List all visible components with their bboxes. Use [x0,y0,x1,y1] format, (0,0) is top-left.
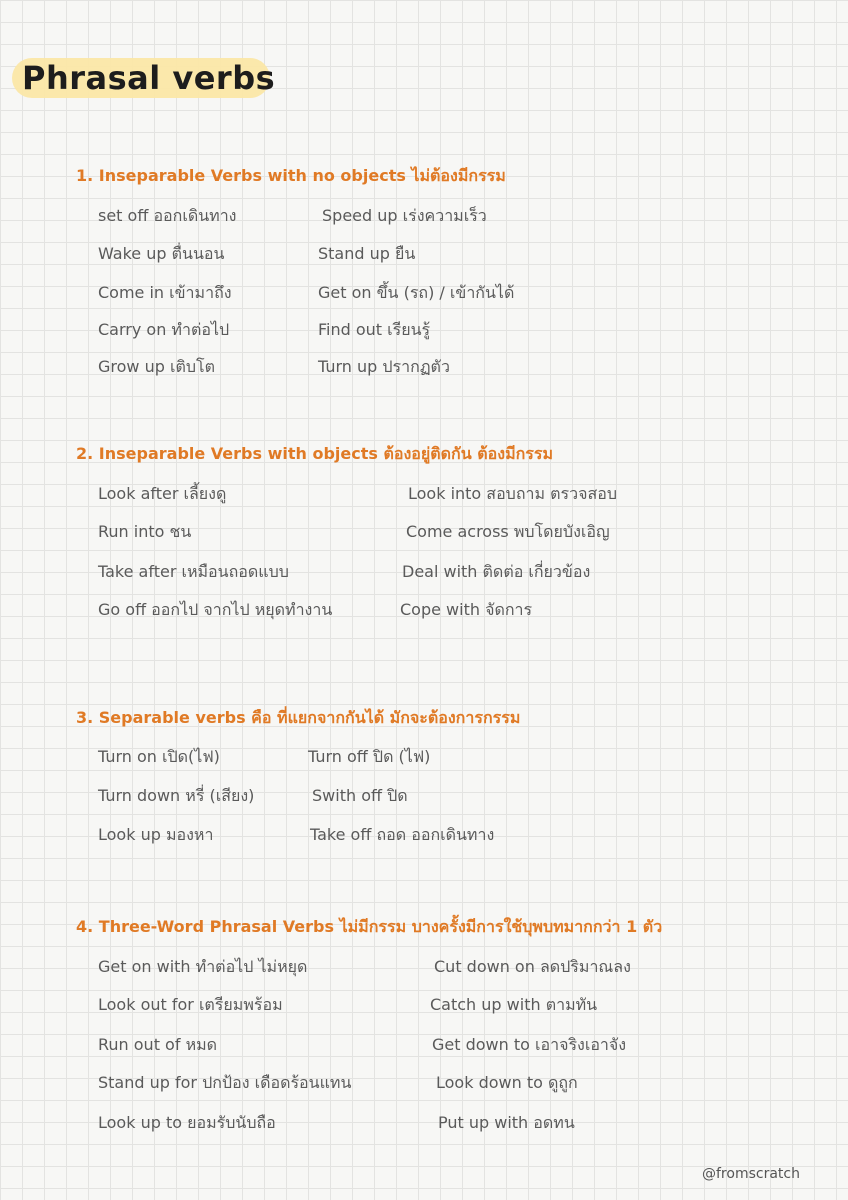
section-3-left-item: Turn on เปิด(ไฟ) [98,747,220,766]
section-4-right-item: Catch up with ตามทัน [430,995,598,1014]
section-4-left-item: Look up to ยอมรับนับถือ [98,1113,276,1132]
section-1-right-item: Speed up เร่งความเร็ว [322,206,487,225]
section-2-right-item: Cope with จัดการ [400,600,533,619]
section-1-right-item: Turn up ปรากฏตัว [318,357,450,376]
section-3-heading: 3. Separable verbs คือ ที่แยกจากกันได้ มักจะต้องการกรรม [76,708,521,727]
section-1-right-item: Find out เรียนรู้ [318,320,431,339]
section-1-left-item: Grow up เติบโต [98,357,215,376]
section-1-right-item: Get on ขึ้น (รถ) / เข้ากันได้ [318,283,515,302]
section-4-heading: 4. Three-Word Phrasal Verbs ไม่มีกรรม บางครั้งมีการใช้บุพบทมากกว่า 1 ตัว [76,917,663,936]
section-3-left-item: Turn down หรี่ (เสียง) [98,786,255,805]
section-4-right-item: Cut down on ลดปริมาณลง [434,957,631,976]
section-3-right-item: Turn off ปิด (ไฟ) [308,747,431,766]
page-title-block [12,52,275,104]
section-2-left-item: Go off ออกไป จากไป หยุดทำงาน [98,600,333,619]
section-4-left-item: Run out of หมด [98,1035,218,1054]
section-1-right-item: Stand up ยืน [318,244,416,263]
section-1-left-item: Carry on ทำต่อไป [98,320,230,339]
section-4-left-item: Stand up for ปกป้อง เดือดร้อนแทน [98,1073,352,1092]
section-1-left-item: Wake up ตื่นนอน [98,244,225,263]
section-1-heading: 1. Inseparable Verbs with no objects ไม่ต้องมีกรรม [76,166,506,185]
author-handle: @fromscratch [702,1166,800,1182]
section-2-left-item: Take after เหมือนถอดแบบ [98,562,289,581]
section-3-left-item: Look up มองหา [98,825,214,844]
section-4-right-item: Put up with อดทน [438,1113,575,1132]
section-4-left-item: Get on with ทำต่อไป ไม่หยุด [98,957,308,976]
section-2-heading: 2. Inseparable Verbs with objects ต้องอยู่ติดกัน ต้องมีกรรม [76,444,554,463]
section-3-right-item: Swith off ปิด [312,786,408,805]
page-title: Phrasal verbs [22,59,276,97]
section-4-left-item: Look out for เตรียมพร้อม [98,995,283,1014]
section-2-right-item: Look into สอบถาม ตรวจสอบ [408,484,618,503]
section-2-right-item: Come across พบโดยบังเอิญ [406,522,610,541]
section-2-left-item: Look after เลี้ยงดู [98,484,227,503]
section-1-left-item: Come in เข้ามาถึง [98,283,232,302]
section-1-left-item: set off ออกเดินทาง [98,206,237,225]
section-2-right-item: Deal with ติดต่อ เกี่ยวข้อง [402,562,591,581]
section-4-right-item: Get down to เอาจริงเอาจัง [432,1035,627,1054]
section-2-left-item: Run into ชน [98,522,192,541]
section-3-right-item: Take off ถอด ออกเดินทาง [310,825,495,844]
section-4-right-item: Look down to ดูถูก [436,1073,578,1092]
